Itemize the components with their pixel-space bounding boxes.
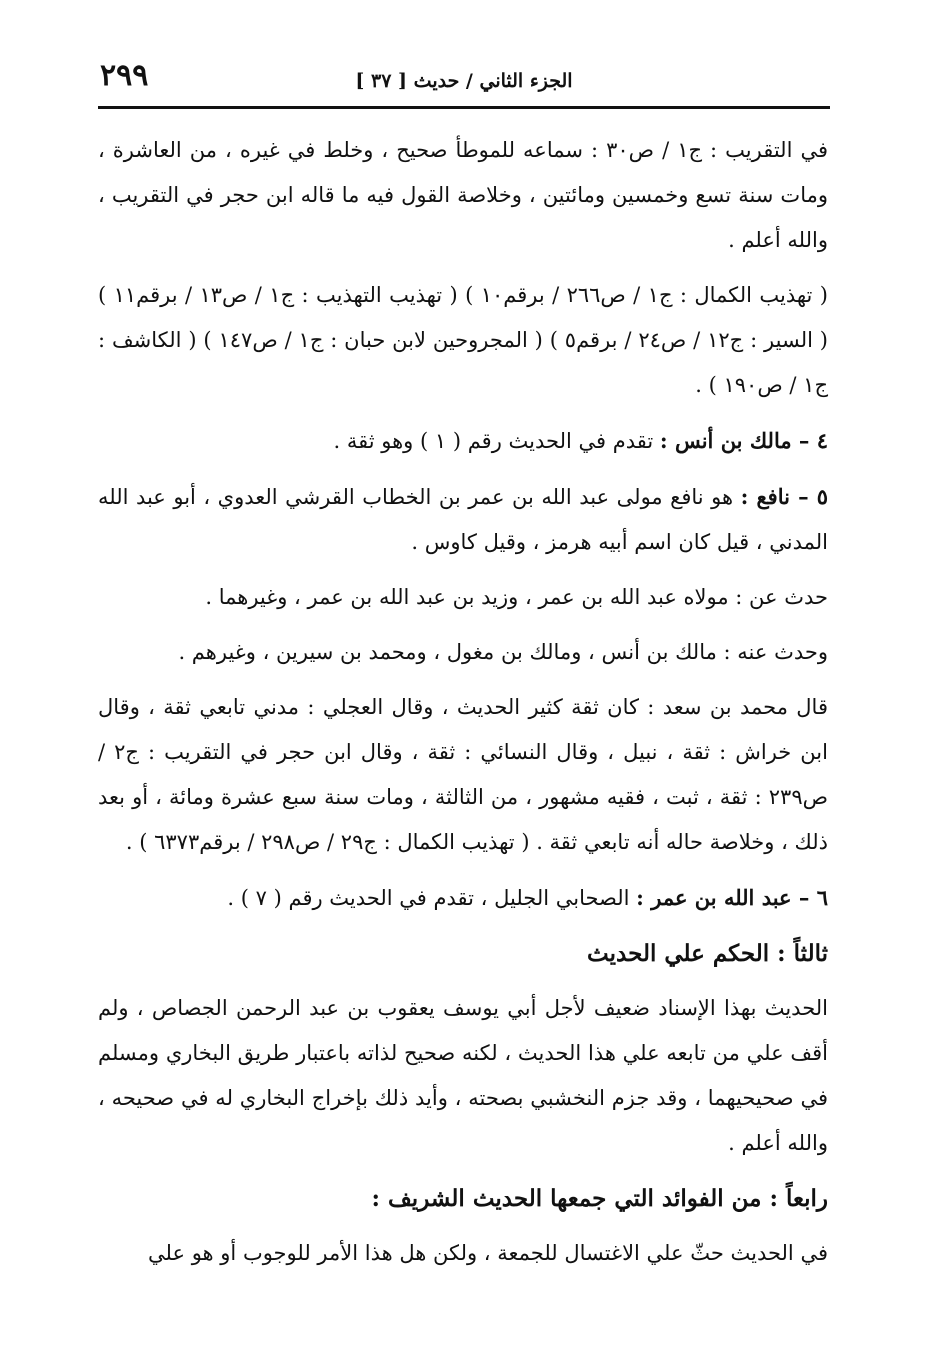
narrator-name: ٥ – نافع : (740, 484, 828, 509)
paragraph: في الحديث حثّ علي الاغتسال للجمعة ، ولكن هل هذا الأمر للوجوب أو هو علي (148, 1241, 828, 1265)
paragraph: الحديث بهذا الإسناد ضعيف لأجل أبي يوسف يعقوب بن عبد الرحمن الجصاص ، ولم أقف علي من تابعه علي هذا الحديث ، لكنه صحيح لذاته باعتبار طريق البخاري ومسلم في صحيحيهما ، وقد جزم النخشبي بصحته ، وأيد ذلك بإخراج البخاري له في صحيحه ، والله أعلم . (98, 996, 828, 1155)
paragraph: حدث عن : مولاه عبد الله بن عمر ، وزيد بن عبد الله بن عمر ، وغيرهما . (205, 585, 828, 609)
running-title: الجزء الثاني / حديث [ ٣٧ ] (355, 70, 573, 92)
citation-paragraph: ( تهذيب الكمال : ج١ / ص٢٦٦ / برقم١٠ ) ( تهذيب التهذيب : ج١ / ص١٣ / برقم١١ ) ( السير : ج١٢ / ص٢٤ / برقم٥ ) ( المجروحين لابن حبان : ج١ / ص١٤٧ ) ( الكاشف : ج١ / ص١٩٠ ) . (98, 283, 828, 397)
narrator-entry (98, 875, 828, 921)
narrator-entry (98, 418, 828, 464)
header-rule (98, 106, 830, 109)
page-body (98, 128, 828, 1286)
page-number: ٢٩٩ (100, 58, 149, 93)
section-heading: ثالثاً : الحكم علي الحديث (587, 940, 828, 967)
section-heading: رابعاً : من الفوائد التي جمعها الحديث الشريف : (371, 1185, 828, 1212)
narrator-text: الصحابي الجليل ، تقدم في الحديث رقم ( ٧ ) . (227, 886, 637, 910)
narrator-text: تقدم في الحديث رقم ( ١ ) وهو ثقة . (333, 429, 660, 453)
paragraph: وحدث عنه : مالك بن أنس ، ومالك بن مغول ، ومحمد بن سيرين ، وغيرهم . (178, 640, 828, 664)
paragraph: في التقريب : ج١ / ص٣٠ : سماعه للموطأ صحيح ، وخلط في غيره ، من العاشرة ، ومات سنة تسع وخمسين ومائتين ، وخلاصة القول فيه ما قاله ابن حجر في التقريب ، والله أعلم . (98, 138, 828, 252)
narrator-name: ٦ – عبد الله بن عمر : (636, 885, 828, 910)
narrator-name: ٤ – مالك بن أنس : (659, 428, 828, 453)
paragraph: قال محمد بن سعد : كان ثقة كثير الحديث ، وقال العجلي : مدني تابعي ثقة ، وقال ابن خراش : ثقة ، نبيل ، وقال النسائي : ثقة ، وقال ابن حجر في التقريب : ج٢ / ص٢٣٩ : ثقة ، ثبت ، فقيه مشهور ، من الثالثة ، ومات سنة سبع عشرة ومائة ، أو بعد ذلك ، وخلاصة حاله أنه تابعي ثقة . ( تهذيب الكمال : ج٢٩ / ص٢٩٨ / برقم٦٣٧٣ ) . (98, 695, 828, 854)
page-header (100, 58, 828, 98)
narrator-text: هو نافع مولى عبد الله بن عمر بن الخطاب القرشي العدوي ، أبو عبد الله المدني ، قيل كان اسم أبيه هرمز ، وقيل كاوس . (98, 485, 828, 554)
narrator-entry (98, 474, 828, 565)
